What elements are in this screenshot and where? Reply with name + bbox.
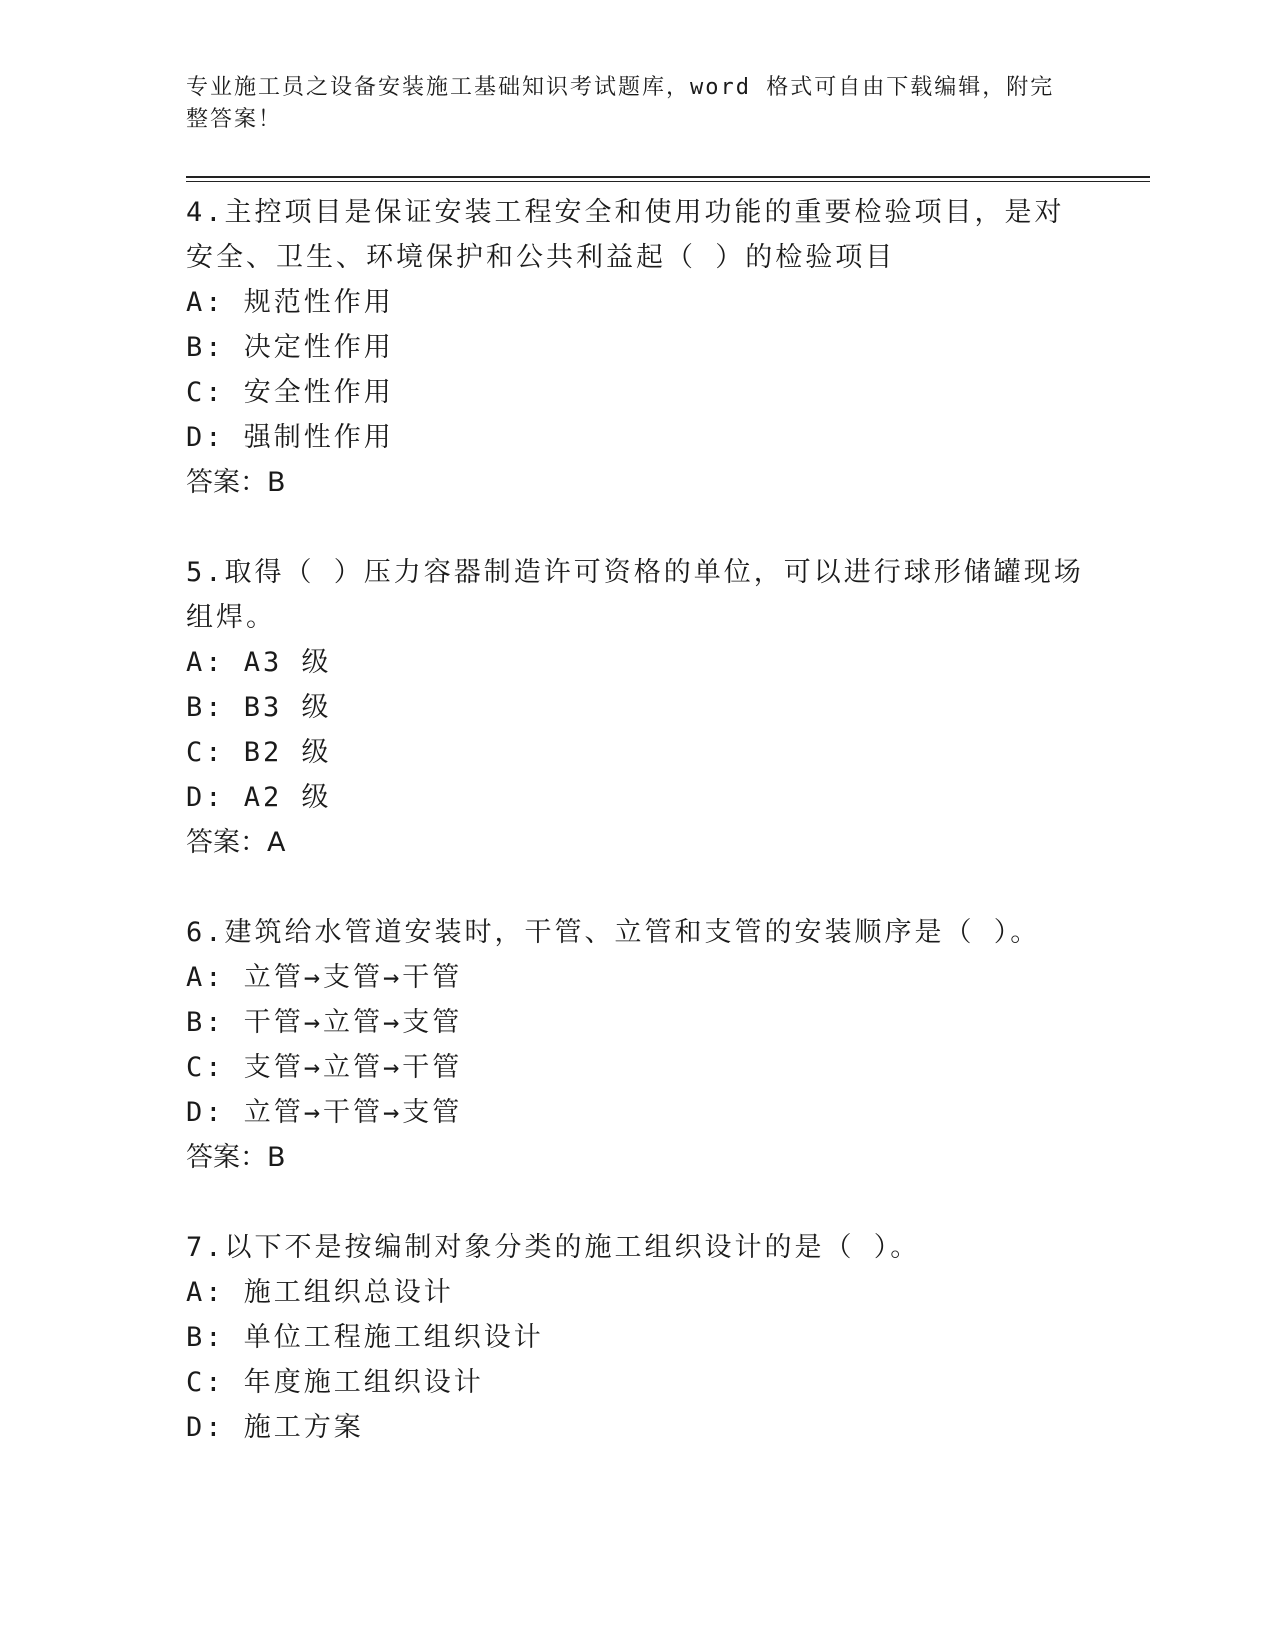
option-b (186, 1315, 1086, 1360)
option-text: A2 级 (243, 782, 332, 813)
option-letter: D: (186, 422, 225, 453)
option-a (186, 640, 1086, 685)
option-c (186, 370, 1086, 415)
option-b (186, 685, 1086, 730)
answer-line: 答案：A (186, 827, 286, 858)
option-text: B2 级 (243, 737, 332, 768)
option-c (186, 1045, 1086, 1090)
option-text: A3 级 (243, 647, 332, 678)
option-text: 支管→立管→干管 (243, 1052, 463, 1083)
option-text: 强制性作用 (243, 422, 394, 453)
option-text: 单位工程施工组织设计 (243, 1322, 544, 1353)
header-rule-thin (186, 181, 1150, 182)
option-a (186, 280, 1086, 325)
question-stem: 5.取得（ ）压力容器制造许可资格的单位，可以进行球形储罐现场组焊。 (186, 557, 1084, 633)
option-text: 规范性作用 (243, 287, 394, 318)
option-letter: B: (186, 1007, 225, 1038)
question-list (186, 190, 1086, 1495)
option-letter: C: (186, 1052, 225, 1083)
answer-line: 答案：B (186, 1142, 286, 1173)
option-letter: B: (186, 332, 225, 363)
header-rule-thick (186, 176, 1150, 178)
answer-line: 答案：B (186, 467, 286, 498)
question-7 (186, 1225, 1086, 1450)
option-letter: B: (186, 692, 225, 723)
option-letter: C: (186, 377, 225, 408)
option-letter: A: (186, 1277, 225, 1308)
option-text: 干管→立管→支管 (243, 1007, 463, 1038)
option-b (186, 325, 1086, 370)
option-text: 施工方案 (243, 1412, 364, 1443)
question-stem: 6.建筑给水管道安装时，干管、立管和支管的安装顺序是（ ）。 (186, 917, 1041, 948)
question-stem: 4.主控项目是保证安装工程安全和使用功能的重要检验项目，是对安全、卫生、环境保护和公共利益起（ ）的检验项目 (186, 197, 1065, 273)
option-b (186, 1000, 1086, 1045)
option-d (186, 1405, 1086, 1450)
option-d (186, 415, 1086, 460)
option-text: 年度施工组织设计 (243, 1367, 484, 1398)
option-a (186, 1270, 1086, 1315)
question-6 (186, 910, 1086, 1180)
option-letter: C: (186, 1367, 225, 1398)
option-letter: A: (186, 287, 225, 318)
option-text: 安全性作用 (243, 377, 394, 408)
option-text: 施工组织总设计 (243, 1277, 454, 1308)
question-4 (186, 190, 1086, 505)
question-stem: 7.以下不是按编制对象分类的施工组织设计的是（ ）。 (186, 1232, 921, 1263)
option-text: 立管→支管→干管 (243, 962, 463, 993)
option-letter: D: (186, 1097, 225, 1128)
question-5 (186, 550, 1086, 865)
option-letter: D: (186, 782, 225, 813)
option-c (186, 1360, 1086, 1405)
option-a (186, 955, 1086, 1000)
option-c (186, 730, 1086, 775)
document-header: 专业施工员之设备安装施工基础知识考试题库，word 格式可自由下载编辑，附完整答案！ (186, 75, 1055, 132)
option-letter: B: (186, 1322, 225, 1353)
option-d (186, 775, 1086, 820)
option-letter: A: (186, 647, 225, 678)
option-text: B3 级 (243, 692, 332, 723)
option-text: 决定性作用 (243, 332, 394, 363)
option-letter: A: (186, 962, 225, 993)
option-letter: C: (186, 737, 225, 768)
option-text: 立管→干管→支管 (243, 1097, 463, 1128)
option-letter: D: (186, 1412, 225, 1443)
option-d (186, 1090, 1086, 1135)
